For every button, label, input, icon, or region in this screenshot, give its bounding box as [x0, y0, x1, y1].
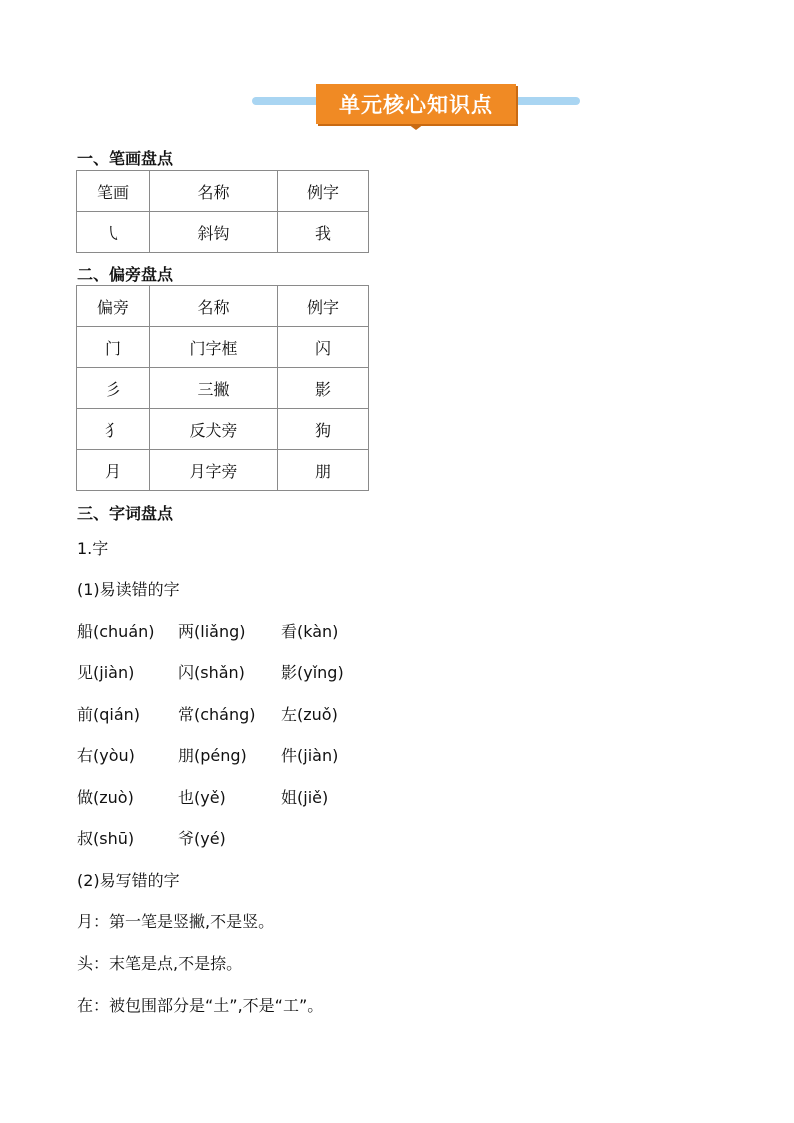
table-cell: 彡	[77, 368, 150, 409]
table-cell: 影	[278, 368, 369, 409]
section-heading-words: 三、字词盘点	[77, 504, 174, 523]
table-cell: 斜钩	[150, 212, 278, 253]
pinyin-item: 做(zuò)	[77, 788, 134, 807]
note-line: 头：末笔是点,不是捺。	[77, 954, 243, 973]
table-row	[77, 368, 369, 409]
table-row	[77, 409, 369, 450]
table-row	[77, 450, 369, 491]
banner-title: 单元核心知识点	[316, 84, 516, 124]
table-header-cell: 例字	[278, 171, 369, 212]
table-header-cell: 偏旁	[77, 286, 150, 327]
radicals-table	[76, 285, 369, 491]
table-cell: 闪	[278, 327, 369, 368]
strokes-table	[76, 170, 369, 253]
table-header-cell: 笔画	[77, 171, 150, 212]
pinyin-item: 常(cháng)	[178, 705, 256, 724]
table-header-cell: 名称	[150, 171, 278, 212]
pinyin-item: 闪(shǎn)	[178, 663, 245, 682]
title-banner	[252, 80, 580, 128]
table-cell: 月字旁	[150, 450, 278, 491]
section-heading-strokes: 一、笔画盘点	[77, 149, 174, 168]
table-cell: ㇂	[77, 212, 150, 253]
table-header-row	[77, 286, 369, 327]
table-cell: 狗	[278, 409, 369, 450]
section-heading-radicals: 二、偏旁盘点	[77, 265, 174, 284]
pinyin-item: 朋(péng)	[178, 746, 247, 765]
table-header-row	[77, 171, 369, 212]
banner-tab-tail	[408, 124, 424, 130]
subheading-misread: (1)易读错的字	[77, 580, 180, 599]
table-cell: 三撇	[150, 368, 278, 409]
note-line: 在：被包围部分是“土”,不是“工”。	[77, 996, 324, 1015]
table-cell: 门字框	[150, 327, 278, 368]
note-line: 月：第一笔是竖撇,不是竖。	[77, 912, 275, 931]
subheading-miswritten: (2)易写错的字	[77, 871, 180, 890]
table-header-cell: 例字	[278, 286, 369, 327]
pinyin-item: 影(yǐng)	[281, 663, 344, 682]
pinyin-item: 左(zuǒ)	[281, 705, 338, 724]
table-header-cell: 名称	[150, 286, 278, 327]
table-row	[77, 327, 369, 368]
pinyin-item: 前(qián)	[77, 705, 141, 724]
pinyin-item: 看(kàn)	[281, 622, 339, 641]
pinyin-item: 件(jiàn)	[281, 746, 339, 765]
table-cell: 月	[77, 450, 150, 491]
pinyin-item: 也(yě)	[178, 788, 226, 807]
pinyin-item: 船(chuán)	[77, 622, 155, 641]
pinyin-item: 两(liǎng)	[178, 622, 246, 641]
pinyin-item: 姐(jiě)	[281, 788, 329, 807]
subheading-characters: 1.字	[77, 539, 109, 558]
table-cell: 犭	[77, 409, 150, 450]
table-row	[77, 212, 369, 253]
pinyin-item: 叔(shū)	[77, 829, 135, 848]
table-cell: 我	[278, 212, 369, 253]
table-cell: 朋	[278, 450, 369, 491]
pinyin-item: 右(yòu)	[77, 746, 135, 765]
pinyin-item: 爷(yé)	[178, 829, 226, 848]
pinyin-item: 见(jiàn)	[77, 663, 135, 682]
table-cell: 反犬旁	[150, 409, 278, 450]
table-cell: 门	[77, 327, 150, 368]
